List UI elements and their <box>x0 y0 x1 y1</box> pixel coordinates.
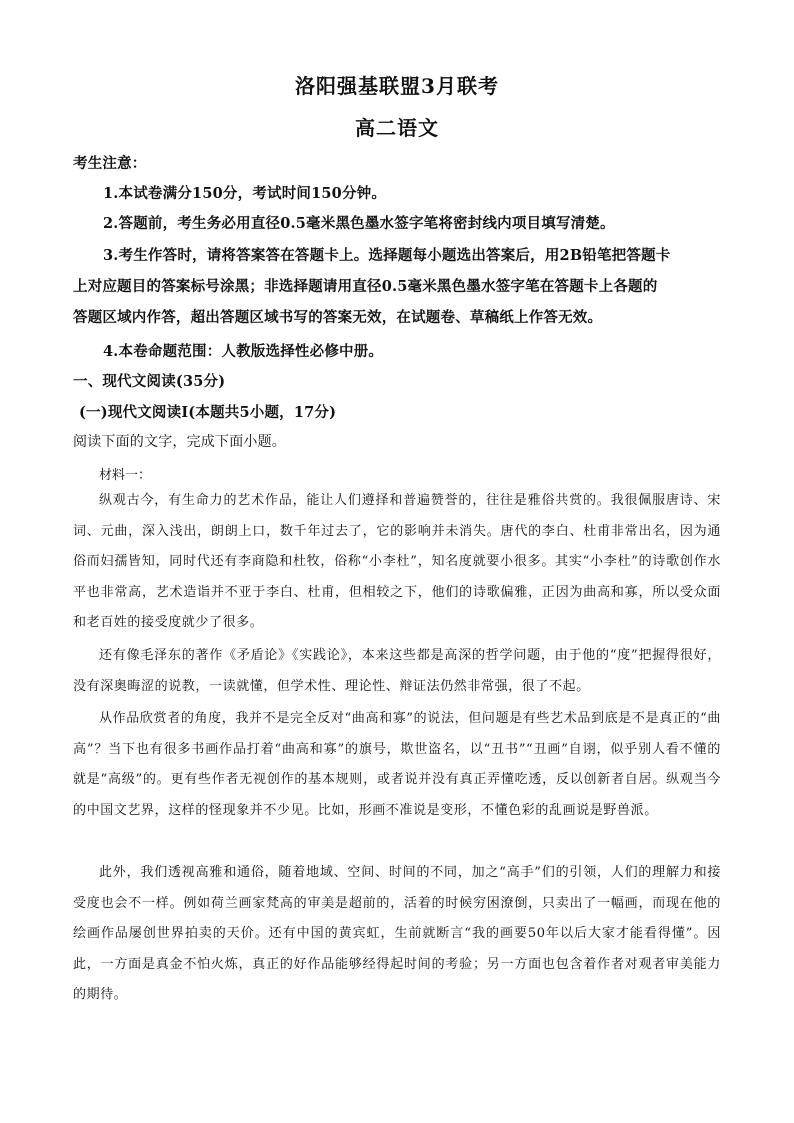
exam-title: 洛阳强基联盟3月联考 <box>295 74 499 98</box>
reading-instruction: 阅读下面的文字，完成下面小题。 <box>73 434 286 450</box>
notice-item: 3.考生作答时，请将答案答在答题卡上。选择题每小题选出答案后，用2B铅笔把答题卡 <box>103 247 671 264</box>
notice-item: 答题区域内作答，超出答题区域书写的答案无效，在试题卷、草稿纸上作答无效。 <box>73 309 603 326</box>
passage-paragraph: 还有像毛泽东的著作《矛盾论》《实践论》，本来这些都是高深的哲学问题，由于他的“度”把握得很好，没有深奥晦涩的说教，一读就懂，但学术性、理论性、辩证法仍然非常强，很了不起。 <box>73 648 721 694</box>
notice-item: 上对应题目的答案标号涂黑；非选择题请用直径0.5毫米黑色墨水签字笔在答题卡上各题的 <box>73 278 658 295</box>
notice-item: 1.本试卷满分150分，考试时间150分钟。 <box>103 185 387 202</box>
passage-paragraph: 纵观古今，有生命力的艺术作品，能让人们遵择和普遍赞誉的，往往是雅俗共赏的。我很佩服唐诗、宋词、元曲，深入浅出，朗朗上口，数千年过去了，它的影响并未消失。唐代的李白、杜甫非常出名，因为通俗而妇孺皆知，同时代还有李商隐和杜牧，俗称“小李杜”，知名度就要小很多。其实“小李杜”的诗歌创作水平也非常高，艺术造诣并不亚于李白、杜甫，但相较之下，他们的诗歌偏雅，正因为曲高和寡，所以受众面和老百姓的接受度就少了很多。 <box>73 493 721 630</box>
material-label: 材料一： <box>99 468 152 483</box>
notice-heading: 考生注意： <box>73 155 147 172</box>
passage-paragraph: 此外，我们透视高雅和通俗，随着地域、空间、时间的不同，加之“高手”们的引领，人们的理解力和接受度也会不一样。例如荷兰画家梵高的审美是超前的，活着的时候穷困潦倒，只卖出了一幅画，而现在他的绘画作品屡创世界拍卖的天价。还有中国的黄宾虹，生前就断言“我的画要50年以后大家才能看得懂”。因此，一方面是真金不怕火炼，真正的好作品能够经得起时间的考验；另一方面也包含着作者对观者审美能力的期待。 <box>73 865 721 1002</box>
passage-paragraph: 从作品欣赏者的角度，我并不是完全反对“曲高和寡”的说法，但问题是有些艺术品到底是不是真正的“曲高”？当下也有很多书画作品打着“曲高和寡”的旗号，欺世盗名，以“丑书”“丑画”自诩，似乎别人看不懂的就是“高级”的。更有些作者无视创作的基本规则，或者说并没有真正弄懂吃透，反以创新者自居。纵观当今的中国文艺界，这样的怪现象并不少见。比如，形画不准说是变形，不懂色彩的乱画说是野兽派。 <box>73 711 721 818</box>
notice-item: 4.本卷命题范围：人教版选择性必修中册。 <box>103 343 384 360</box>
sub-section-heading: (一)现代文阅读Ⅰ(本题共5小题，17分) <box>79 404 337 421</box>
exam-subject: 高二语文 <box>355 116 439 140</box>
notice-item: 2.答题前，考生务必用直径0.5毫米黑色墨水签字笔将密封线内项目填写清楚。 <box>103 215 615 232</box>
section-heading: 一、现代文阅读(35分) <box>73 373 226 390</box>
